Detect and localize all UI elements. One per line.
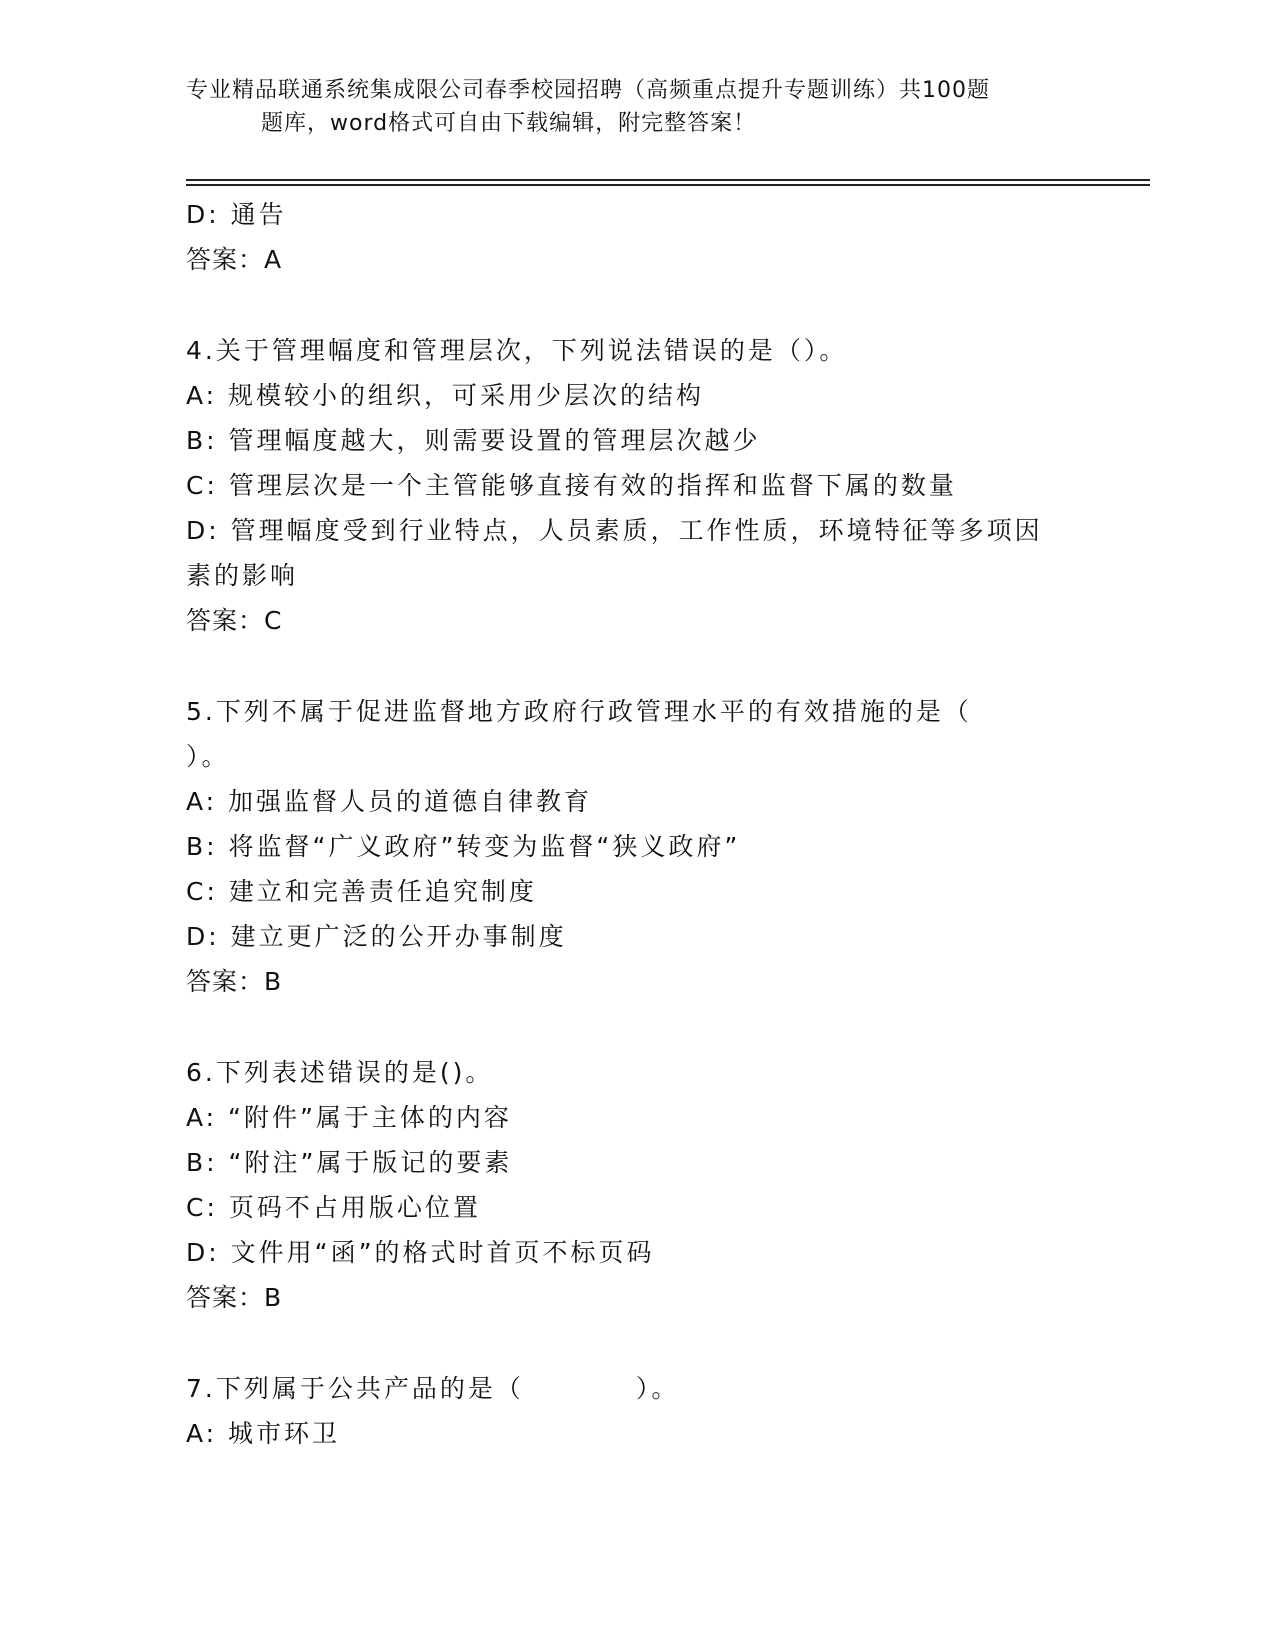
option-line: D: 建立更广泛的公开办事制度 (186, 922, 567, 951)
header-title-line-1: 专业精品联通系统集成限公司春季校园招聘（高频重点提升专题训练）共100题 (186, 78, 990, 103)
option-line: B: 将监督“广义政府”转变为监督“狭义政府” (186, 832, 741, 861)
question-stem: 4.关于管理幅度和管理层次，下列说法错误的是（）。 (186, 336, 848, 365)
question-stem: 5.下列不属于促进监督地方政府行政管理水平的有效措施的是（ (186, 697, 972, 726)
option-line: D: 管理幅度受到行业特点，人员素质，工作性质，环境特征等多项因 (186, 516, 1043, 545)
question-block (186, 689, 1086, 1004)
question-stem-continued: ）。 (186, 742, 230, 771)
question-block (186, 1050, 1086, 1320)
header-rule-top (186, 179, 1150, 181)
question-stem: 7.下列属于公共产品的是（ ）。 (186, 1374, 680, 1403)
answer-line: 答案：B (186, 1283, 283, 1312)
option-line: A: 城市环卫 (186, 1419, 341, 1448)
option-line: A: “附件”属于主体的内容 (186, 1103, 512, 1132)
option-line: B: “附注”属于版记的要素 (186, 1148, 513, 1177)
option-line: B: 管理幅度越大，则需要设置的管理层次越少 (186, 426, 761, 455)
document-header (186, 74, 1066, 140)
question-stem: 6.下列表述错误的是()。 (186, 1058, 494, 1087)
header-title-line-2: 题库，word格式可自由下载编辑，附完整答案！ (261, 111, 757, 136)
option-line: C: 管理层次是一个主管能够直接有效的指挥和监督下属的数量 (186, 471, 957, 500)
option-line: D: 通告 (186, 200, 287, 229)
option-line: C: 页码不占用版心位置 (186, 1193, 481, 1222)
question-list (186, 192, 1086, 1456)
answer-line: 答案：C (186, 606, 283, 635)
question-block (186, 1366, 1086, 1456)
option-line: C: 建立和完善责任追究制度 (186, 877, 537, 906)
answer-line: 答案：B (186, 967, 283, 996)
header-rule-bottom (186, 184, 1150, 186)
option-line-continued: 素的影响 (186, 561, 299, 590)
answer-line: 答案：A (186, 245, 283, 274)
option-line: A: 加强监督人员的道德自律教育 (186, 787, 593, 816)
question-block (186, 192, 1086, 282)
option-line: A: 规模较小的组织，可采用少层次的结构 (186, 381, 705, 410)
question-block (186, 328, 1086, 643)
option-line: D: 文件用“函”的格式时首页不标页码 (186, 1238, 655, 1267)
